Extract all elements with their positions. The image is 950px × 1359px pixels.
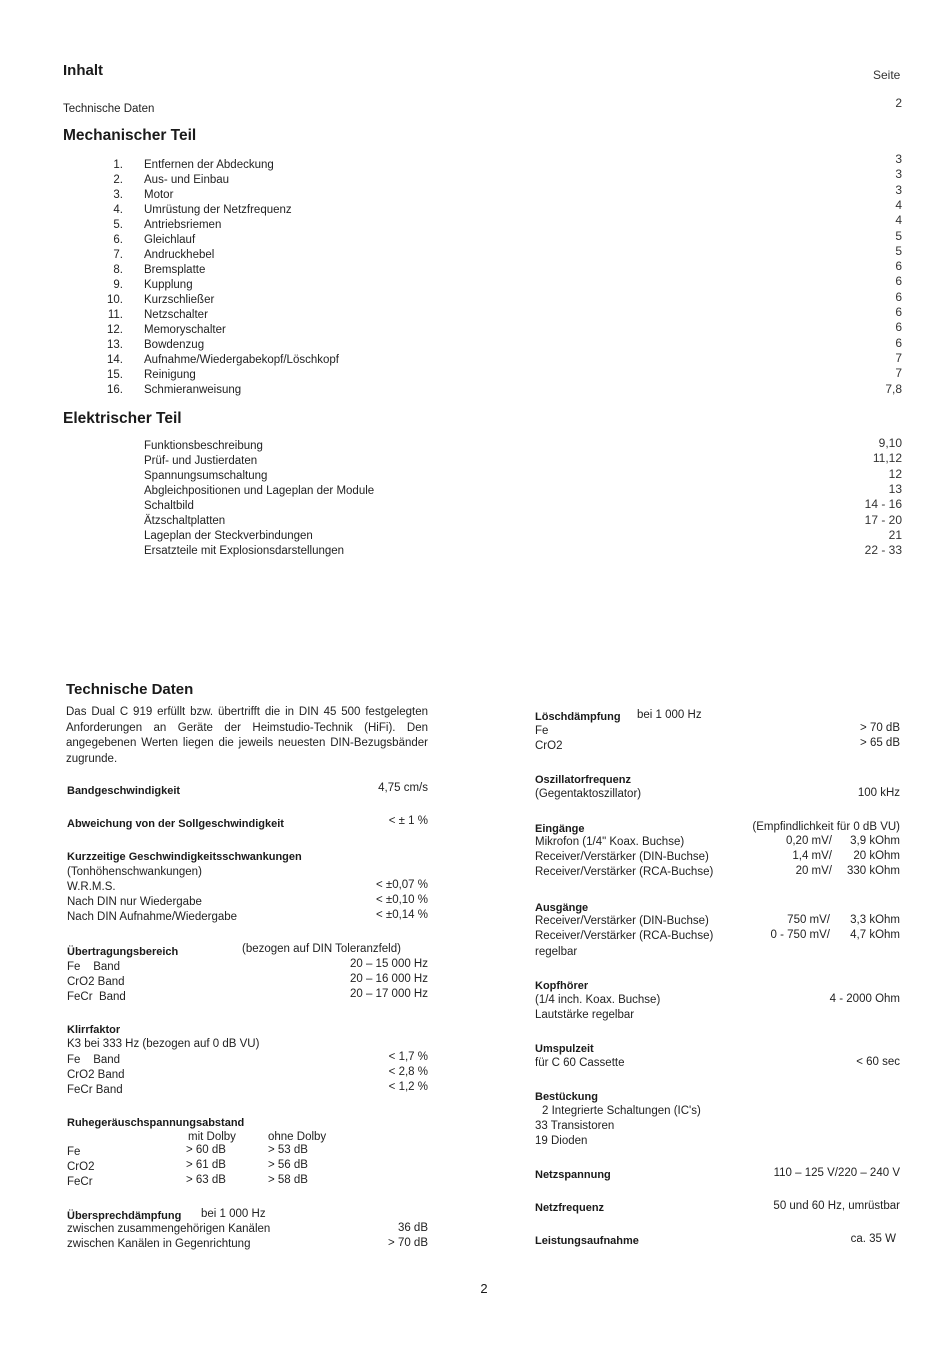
headphones-value: 4 - 2000 Ohm [829, 993, 900, 1005]
erase-row-label: Fe [535, 725, 549, 737]
toc-entry-technische-daten: Technische Daten [63, 103, 155, 115]
specs-intro: Das Dual C 919 erfüllt bzw. übertrifft die in DIN 45 500 festgelegten Anforderungen an Geräte der Heimstudio-Technik (HiFi). Den angegebenen Werten liegen die jeweils neuesten DIN-Bezugsbänder zugrunde. [66, 706, 428, 765]
toc-item-page: 11,12 [872, 451, 902, 466]
toc-item-label: Bremsplatte [144, 264, 206, 276]
crosstalk-row-value: 36 dB [397, 1222, 428, 1234]
distortion-row-value: < 1,7 % [388, 1051, 428, 1063]
toc-item-page: 4 [895, 197, 902, 212]
toc-title: Inhalt [63, 62, 103, 79]
outputs-label: Ausgänge [535, 902, 589, 914]
toc-item-label: Funktionsbeschreibung [144, 440, 263, 452]
toc-item-number: 16. [107, 384, 123, 396]
toc-item-page: 12 [888, 466, 902, 481]
toc-item-label: Schmieranweisung [144, 384, 242, 396]
inputs-row-v2: 20 kOhm [853, 850, 900, 862]
toc-item-page: 6 [895, 320, 902, 335]
outputs-row-label: Receiver/Verstärker (RCA-Buchse) [535, 930, 714, 942]
inputs-row-label: Receiver/Verstärker (RCA-Buchse) [535, 866, 714, 878]
freq-range-label: Übertragungsbereich [67, 946, 179, 958]
snr-row-label: CrO2 [67, 1161, 95, 1173]
toc-item-label: Prüf- und Justierdaten [144, 455, 258, 467]
toc-item-label: Memoryschalter [144, 324, 226, 336]
snr-row-v2: > 56 dB [268, 1159, 308, 1171]
toc-item-label: Aufnahme/Wiedergabekopf/Löschkopf [144, 354, 339, 366]
snr-row-v1: > 60 dB [186, 1144, 226, 1156]
toc-item-number: 5. [113, 219, 123, 231]
toc-item-number: 3. [113, 189, 123, 201]
outputs-row-v1: 750 mV/ [787, 914, 830, 926]
rewind-label: Umspulzeit [535, 1043, 594, 1055]
toc-item-number: 7. [113, 249, 123, 261]
equipment-line: 2 Integrierte Schaltungen (IC's) [542, 1105, 701, 1117]
snr-row-v2: > 53 dB [268, 1144, 308, 1156]
headphones-sub: (1/4 inch. Koax. Buchse) [535, 994, 661, 1006]
toc-item-number: 15. [107, 369, 123, 381]
wow-label: Kurzzeitige Geschwindigkeitsschwankungen [67, 851, 302, 863]
toc-item-page: 6 [895, 335, 902, 350]
snr-row-label: Fe [67, 1146, 81, 1158]
wow-row-label: Nach DIN nur Wiedergabe [67, 896, 202, 908]
erase-row-label: CrO2 [535, 740, 563, 752]
band-speed-label: Bandgeschwindigkeit [67, 785, 181, 797]
inputs-note: (Empfindlichkeit für 0 dB VU) [752, 821, 900, 833]
crosstalk-row-label: zwischen Kanälen in Gegenrichtung [67, 1238, 251, 1250]
electrical-heading: Elektrischer Teil [63, 410, 182, 427]
band-speed-value: 4,75 cm/s [378, 782, 428, 794]
toc-item-number: 13. [107, 339, 123, 351]
toc-item-page: 5 [895, 228, 902, 243]
outputs-row-v2: 3,3 kOhm [850, 914, 900, 926]
page-number: 2 [480, 1281, 488, 1296]
toc-item-page: 7 [895, 366, 902, 381]
inputs-row-v2: 3,9 kOhm [850, 835, 900, 847]
toc-item-page: 3 [895, 152, 902, 166]
wow-row-label: Nach DIN Aufnahme/Wiedergabe [67, 911, 238, 923]
toc-item-label: Motor [144, 189, 174, 201]
toc-item-page: 6 [895, 259, 902, 274]
headphones-label: Kopfhörer [535, 980, 589, 992]
outputs-extra: regelbar [535, 946, 578, 958]
specs-title: Technische Daten [66, 681, 194, 698]
freq-row-label: FeCr Band [67, 991, 126, 1003]
oscillator-value: 100 kHz [857, 787, 900, 799]
toc-item-page: 5 [895, 243, 902, 258]
toc-item-number: 10. [107, 294, 123, 306]
freq-row-label: CrO2 Band [67, 976, 125, 988]
erase-note: bei 1 000 Hz [637, 709, 702, 721]
mains-voltage-label: Netzspannung [535, 1169, 611, 1181]
toc-item-label: Schaltbild [144, 500, 194, 512]
freq-row-value: 20 – 16 000 Hz [349, 973, 428, 985]
toc-item-label: Andruckhebel [144, 249, 215, 261]
toc-item-label: Kupplung [144, 279, 193, 291]
snr-row-v2: > 58 dB [268, 1174, 308, 1186]
toc-item-label: Umrüstung der Netzfrequenz [144, 204, 292, 216]
distortion-row-value: < 2,8 % [388, 1066, 428, 1078]
inputs-row-label: Mikrofon (1/4" Koax. Buchse) [535, 836, 685, 848]
distortion-sub: K3 bei 333 Hz (bezogen auf 0 dB VU) [67, 1038, 260, 1050]
toc-item-number: 6. [113, 234, 123, 246]
toc-item-label: Kurzschließer [144, 294, 215, 306]
toc-item-label: Aus- und Einbau [144, 174, 230, 186]
deviation-value: < ± 1 % [388, 815, 428, 827]
power-value: ca. 35 W [850, 1233, 896, 1245]
distortion-row-label: FeCr Band [67, 1084, 123, 1096]
inputs-row-label: Receiver/Verstärker (DIN-Buchse) [535, 851, 709, 863]
toc-item-label: Ersatzteile mit Explosionsdarstellungen [144, 545, 345, 557]
wow-row-value: < ±0,14 % [375, 909, 428, 921]
toc-item-number: 14. [107, 354, 123, 366]
erase-row-value: > 65 dB [860, 737, 900, 749]
toc-item-number: 4. [113, 204, 123, 216]
distortion-label: Klirrfaktor [67, 1024, 121, 1036]
distortion-row-value: < 1,2 % [388, 1081, 428, 1093]
distortion-row-label: Fe Band [67, 1054, 121, 1066]
toc-item-page: 7 [895, 350, 902, 365]
wow-row-value: < ±0,10 % [375, 894, 428, 906]
deviation-label: Abweichung von der Sollgeschwindigkeit [67, 818, 284, 830]
power-label: Leistungsaufnahme [535, 1235, 639, 1247]
toc-item-page: 9,10 [878, 436, 902, 450]
toc-item-page: 3 [895, 182, 902, 197]
headphones-extra: Lautstärke regelbar [535, 1009, 635, 1021]
freq-row-label: Fe Band [67, 961, 121, 973]
snr-col1-label: mit Dolby [188, 1131, 236, 1143]
snr-row-v1: > 61 dB [186, 1159, 226, 1171]
toc-item-page: 3 [895, 167, 902, 182]
toc-item-label: Abgleichpositionen und Lageplan der Module [144, 485, 375, 497]
toc-item-page: 6 [895, 305, 902, 319]
toc-item-number: 8. [113, 264, 123, 276]
outputs-row-label: Receiver/Verstärker (DIN-Buchse) [535, 915, 709, 927]
outputs-row-v2: 4,7 kOhm [850, 929, 900, 941]
inputs-row-v1: 0,20 mV/ [785, 835, 832, 847]
wow-sub: (Tonhöhenschwankungen) [67, 866, 202, 878]
toc-item-page: 13 [888, 481, 902, 496]
inputs-label: Eingänge [535, 823, 585, 835]
snr-label: Ruhegeräuschspannungsabstand [67, 1117, 245, 1129]
toc-item-label: Antriebsriemen [144, 219, 222, 231]
toc-item-number: 1. [113, 159, 123, 171]
toc-item-number: 2. [113, 174, 123, 186]
toc-item-page: 6 [895, 274, 902, 289]
snr-row-label: FeCr [67, 1176, 93, 1188]
toc-item-label: Bowdenzug [144, 339, 205, 351]
distortion-row-label: CrO2 Band [67, 1069, 125, 1081]
inputs-row-v1: 20 mV/ [795, 865, 832, 877]
crosstalk-row-label: zwischen zusammengehörigen Kanälen [67, 1223, 271, 1235]
equipment-label: Bestückung [535, 1091, 598, 1103]
oscillator-label: Oszillatorfrequenz [535, 774, 631, 786]
toc-item-page: 6 [895, 289, 902, 304]
erase-label: Löschdämpfung [535, 711, 621, 723]
toc-item-number: 12. [107, 324, 123, 336]
toc-item-number: 9. [113, 279, 123, 291]
toc-item-label: Entfernen der Abdeckung [144, 159, 274, 171]
toc-item-label: Spannungsumschaltung [144, 470, 268, 482]
toc-item-page: 22 - 33 [864, 543, 902, 558]
wow-row-label: W.R.M.S. [67, 881, 116, 893]
freq-row-value: 20 – 17 000 Hz [349, 988, 428, 1000]
inputs-row-v2: 330 kOhm [846, 865, 900, 877]
toc-item-label: Lageplan der Steckverbindungen [144, 530, 313, 542]
equipment-line: 33 Transistoren [535, 1120, 615, 1132]
toc-item-label: Gleichlauf [144, 234, 196, 246]
rewind-sub: für C 60 Cassette [535, 1057, 625, 1069]
toc-item-page: 21 [888, 527, 902, 542]
rewind-value: < 60 sec [856, 1056, 900, 1068]
erase-row-value: > 70 dB [860, 722, 900, 734]
crosstalk-note: bei 1 000 Hz [201, 1208, 266, 1220]
toc-item-page: 14 - 16 [864, 497, 902, 512]
oscillator-sub: (Gegentaktoszillator) [535, 788, 642, 800]
freq-range-note: (bezogen auf DIN Toleranzfeld) [242, 943, 401, 955]
toc-item-page: 4 [895, 213, 902, 228]
mains-freq-value: 50 und 60 Hz, umrüstbar [773, 1200, 900, 1212]
toc-page-column-label: Seite [873, 68, 901, 82]
toc-item-label: Ätzschaltplatten [144, 515, 226, 527]
inputs-row-v1: 1,4 mV/ [792, 850, 832, 862]
toc-item-label: Reinigung [144, 369, 196, 381]
mains-voltage-value: 110 – 125 V/220 – 240 V [773, 1167, 900, 1179]
crosstalk-row-value: > 70 dB [388, 1237, 428, 1249]
equipment-line: 19 Dioden [535, 1135, 588, 1147]
toc-item-number: 11. [107, 309, 123, 321]
wow-row-value: < ±0,07 % [375, 879, 428, 891]
outputs-row-v1: 0 - 750 mV/ [770, 929, 830, 941]
mechanical-heading: Mechanischer Teil [63, 127, 197, 144]
mains-freq-label: Netzfrequenz [535, 1202, 605, 1214]
freq-row-value: 20 – 15 000 Hz [349, 958, 428, 970]
toc-item-page: 17 - 20 [864, 512, 902, 527]
toc-item-page: 7,8 [885, 381, 902, 396]
snr-col2-label: ohne Dolby [268, 1131, 327, 1143]
toc-item-label: Netzschalter [144, 309, 208, 321]
snr-row-v1: > 63 dB [186, 1174, 226, 1186]
toc-entry-page: 2 [895, 96, 902, 110]
crosstalk-label: Übersprechdämpfung [67, 1210, 182, 1222]
